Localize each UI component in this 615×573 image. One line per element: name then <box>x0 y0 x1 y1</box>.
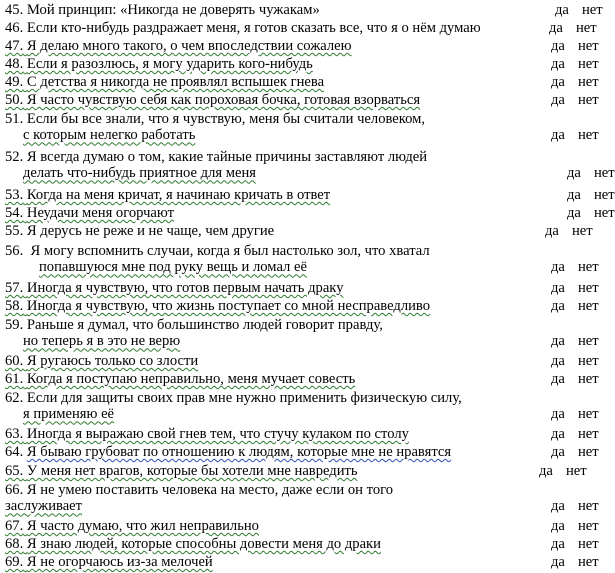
question-text: Я не умею поставить человека на место, даже если он того <box>26 482 394 498</box>
question-text: Я часто чувствую себя как пороховая бочка, готовая взорваться <box>26 92 421 108</box>
question-56 <box>5 243 602 276</box>
question-number: 67. <box>5 518 24 534</box>
question-number: 56. <box>5 243 24 259</box>
question-45 <box>5 2 602 18</box>
question-67 <box>5 518 602 534</box>
question-51 <box>5 111 602 144</box>
question-47 <box>5 38 602 54</box>
answer-yes[interactable]: да <box>545 223 559 239</box>
question-text-continued: заслуживает <box>5 498 83 515</box>
question-text: Я бываю грубоват по отношению к людям, которые мне не нравятся <box>26 444 452 460</box>
question-text: Если бы все знали, что я чувствую, меня бы считали человеком, <box>26 111 426 127</box>
question-text: С детства я никогда не проявлял вспышек гнева <box>26 74 325 90</box>
question-58 <box>5 298 602 314</box>
answer-yes[interactable]: да <box>539 463 553 479</box>
question-text: Я всегда думаю о том, какие тайные причины заставляют людей <box>26 149 428 165</box>
answer-yes[interactable]: да <box>567 205 581 221</box>
answer-yes[interactable]: да <box>567 165 581 182</box>
question-text: Иногда я чувствую, что готов первым начать драку <box>26 280 344 296</box>
answer-yes[interactable]: да <box>551 280 565 296</box>
answer-no[interactable]: нет <box>578 333 599 350</box>
question-number: 59. <box>5 317 24 333</box>
question-text-continued: делать что-нибудь приятное для меня <box>23 165 256 182</box>
question-48 <box>5 56 602 72</box>
question-number: 45. <box>5 2 24 18</box>
question-number: 61. <box>5 371 24 387</box>
question-number: 64. <box>5 444 24 460</box>
question-text: Я знаю людей, которые способны довести меня до драки <box>26 536 381 552</box>
question-number: 47. <box>5 38 24 54</box>
question-text: Я не огорчаюсь из-за мелочей <box>26 554 213 570</box>
answer-yes[interactable]: да <box>551 74 565 90</box>
answer-no[interactable]: нет <box>578 554 599 570</box>
question-text: Я дерусь не реже и не чаще, чем другие <box>26 223 275 239</box>
question-50 <box>5 92 602 108</box>
answer-no[interactable]: нет <box>578 498 599 515</box>
question-text: Я ругаюсь только со злости <box>26 353 199 369</box>
question-text: Иногда я выражаю свой гнев тем, что стучу кулаком по столу <box>26 426 409 442</box>
question-number: 46. <box>5 20 24 36</box>
question-text: Я часто думаю, что жил неправильно <box>26 518 259 534</box>
question-text-continued: попавшуюся мне под руку вещь и ломал её <box>39 259 307 276</box>
answer-no[interactable]: нет <box>578 518 599 534</box>
answer-no[interactable]: нет <box>578 127 599 144</box>
answer-no[interactable]: нет <box>582 2 603 18</box>
answer-yes[interactable]: да <box>551 298 565 314</box>
question-number: 69. <box>5 554 24 570</box>
question-number: 53. <box>5 187 24 203</box>
answer-yes[interactable]: да <box>551 92 565 108</box>
question-62 <box>5 390 602 423</box>
answer-yes[interactable]: да <box>567 187 581 203</box>
answer-no[interactable]: нет <box>578 74 599 90</box>
question-text: Раньше я думал, что большинство людей говорит правду, <box>26 317 383 333</box>
answer-yes[interactable]: да <box>551 38 565 54</box>
answer-no[interactable]: нет <box>578 444 599 460</box>
question-text: Когда я поступаю неправильно, меня мучает совесть <box>26 371 356 387</box>
question-60 <box>5 353 602 369</box>
question-52 <box>5 149 615 182</box>
answer-no[interactable]: нет <box>578 280 599 296</box>
question-number: 54. <box>5 205 24 221</box>
answer-yes[interactable]: да <box>551 554 565 570</box>
answer-yes[interactable]: да <box>551 333 565 350</box>
question-number: 52. <box>5 149 24 165</box>
answer-no[interactable]: нет <box>578 406 599 423</box>
answer-no[interactable]: нет <box>578 536 599 552</box>
question-68 <box>5 536 602 552</box>
question-55 <box>5 223 602 239</box>
question-number: 51. <box>5 111 24 127</box>
answer-yes[interactable]: да <box>555 2 569 18</box>
question-63 <box>5 426 602 442</box>
answer-yes[interactable]: да <box>551 371 565 387</box>
answer-no[interactable]: нет <box>578 259 599 276</box>
question-53 <box>5 187 615 203</box>
answer-yes[interactable]: да <box>551 406 565 423</box>
question-64 <box>5 444 602 460</box>
question-text: Иногда я чувствую, что жизнь поступает со мной несправедливо <box>26 298 431 314</box>
answer-yes[interactable]: да <box>551 127 565 144</box>
question-59 <box>5 317 602 350</box>
answer-yes[interactable]: да <box>551 498 565 515</box>
question-text: Я делаю много такого, о чем впоследствии сожалею <box>26 38 352 54</box>
answer-no[interactable]: нет <box>578 38 599 54</box>
question-text: Неудачи меня огорчают <box>26 205 174 221</box>
answer-no[interactable]: нет <box>578 56 599 72</box>
question-49 <box>5 74 602 90</box>
question-61 <box>5 371 602 387</box>
question-text-continued: я применяю её <box>23 406 115 423</box>
answer-no[interactable]: нет <box>578 426 599 442</box>
answer-yes[interactable]: да <box>551 518 565 534</box>
question-text: Я могу вспомнить случаи, когда я был настолько зол, что хватал <box>30 243 430 259</box>
question-number: 62. <box>5 390 24 406</box>
answer-no[interactable]: нет <box>578 353 599 369</box>
question-text-continued: но теперь я в это не верю <box>23 333 181 350</box>
answer-yes[interactable]: да <box>551 259 565 276</box>
answer-no[interactable]: нет <box>572 223 593 239</box>
question-number: 66. <box>5 482 24 498</box>
answer-yes[interactable]: да <box>549 20 563 36</box>
answer-yes[interactable]: да <box>551 426 565 442</box>
answer-no[interactable]: нет <box>566 463 587 479</box>
answer-no[interactable]: нет <box>594 187 615 203</box>
answer-no[interactable]: нет <box>578 298 599 314</box>
answer-yes[interactable]: да <box>551 444 565 460</box>
answer-no[interactable]: нет <box>594 165 615 182</box>
question-text: Если для защиты своих прав мне нужно применить физическую силу, <box>26 390 462 406</box>
question-65 <box>5 463 602 479</box>
question-number: 68. <box>5 536 24 552</box>
answer-yes[interactable]: да <box>551 536 565 552</box>
question-number: 48. <box>5 56 24 72</box>
question-text-continued: с которым нелегко работать <box>23 127 196 144</box>
question-text: Когда на меня кричат, я начинаю кричать в ответ <box>26 187 331 203</box>
question-number: 49. <box>5 74 24 90</box>
question-number: 58. <box>5 298 24 314</box>
answer-no[interactable]: нет <box>578 371 599 387</box>
answer-no[interactable]: нет <box>576 20 597 36</box>
question-number: 57. <box>5 280 24 296</box>
question-number: 60. <box>5 353 24 369</box>
question-number: 55. <box>5 223 24 239</box>
question-54 <box>5 205 615 221</box>
question-66 <box>5 482 602 515</box>
question-number: 63. <box>5 426 24 442</box>
question-number: 65. <box>5 463 24 479</box>
question-69 <box>5 554 602 570</box>
question-number: 50. <box>5 92 24 108</box>
question-57 <box>5 280 602 296</box>
question-text: Мой принцип: «Никогда не доверять чужакам» <box>26 2 320 18</box>
answer-no[interactable]: нет <box>594 205 615 221</box>
question-46 <box>5 20 602 36</box>
question-text: Если я разозлюсь, я могу ударить кого-нибудь <box>26 56 313 72</box>
question-text: У меня нет врагов, которые бы хотели мне навредить <box>26 463 358 479</box>
question-text: Если кто-нибудь раздражает меня, я готов сказать все, что я о нём думаю <box>26 20 481 36</box>
answer-yes[interactable]: да <box>551 353 565 369</box>
answer-yes[interactable]: да <box>551 56 565 72</box>
answer-no[interactable]: нет <box>578 92 599 108</box>
